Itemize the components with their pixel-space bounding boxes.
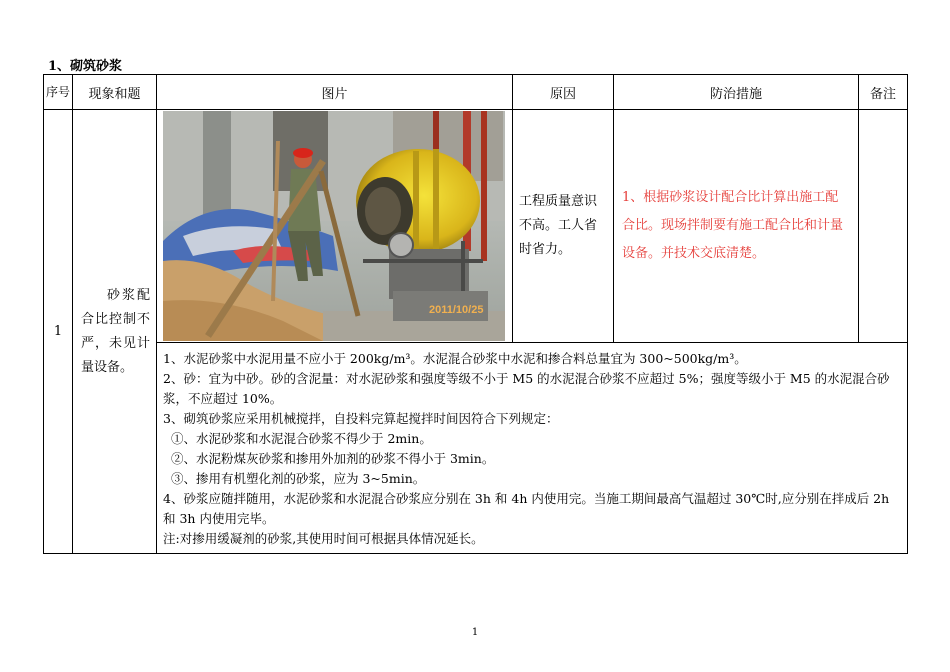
header-photo: 图片: [157, 75, 513, 110]
notes-cell: [157, 343, 908, 554]
row-remarks: [859, 110, 908, 343]
defect-table: [43, 74, 908, 554]
note-1: 1、水泥砂浆中水泥用量不应小于 200kg/m³。水泥混合砂浆中水泥和掺合料总量宜为 300~500kg/m³。: [163, 351, 747, 366]
table-row: [44, 110, 908, 343]
header-remarks: 备注: [859, 75, 908, 110]
note-3b: ②、水泥粉煤灰砂浆和掺用外加剂的砂浆不得小于 3min。: [171, 451, 495, 466]
table-header-row: [44, 75, 908, 110]
note-3c: ③、掺用有机塑化剂的砂浆，应为 3~5min。: [171, 471, 426, 486]
row-phenomenon: [73, 110, 157, 554]
row-photo-cell: [157, 110, 513, 343]
header-phenomenon: 现象和题: [73, 75, 157, 110]
note-remark: 注:对掺用缓凝剂的砂浆,其使用时间可根据具体情况延长。: [163, 531, 484, 546]
note-4: 4、砂浆应随拌随用，水泥砂浆和水泥混合砂浆应分别在 3h 和 4h 内使用完。当施工期间最高气温超过 30℃时,应分别在拌成后 2h 和 3h 内使用完毕。: [163, 491, 890, 526]
construction-photo: [163, 111, 505, 341]
note-3: 3、砌筑砂浆应采用机械搅拌，自投料完算起搅拌时间因符合下列规定：: [163, 411, 559, 426]
phenomenon-text: 砂浆配合比控制不严，未见计量设备。: [81, 287, 150, 375]
row-cause: 工程质量意识不高。工人省时省力。: [513, 110, 614, 343]
row-measures: 1、根据砂浆设计配合比计算出施工配合比。现场拌制要有施工配合比和计量设备。并技术交底清楚。: [614, 110, 859, 343]
header-seq: 序号: [44, 75, 73, 110]
header-cause: 原因: [513, 75, 614, 110]
row-seq: 1: [44, 110, 73, 554]
header-measures: 防治措施: [614, 75, 859, 110]
note-2: 2、砂：宜为中砂。砂的含泥量：对水泥砂浆和强度等级不小于 M5 的水泥混合砂浆不应超过 5%；强度等级小于 M5 的水泥混合砂浆，不应超过 10%。: [163, 371, 890, 406]
note-3a: ①、水泥砂浆和水泥混合砂浆不得少于 2min。: [171, 431, 432, 446]
page-number: 1: [471, 627, 479, 638]
section-title: 1、砌筑砂浆: [48, 59, 123, 74]
photo-timestamp: 2011/10/25: [429, 304, 484, 316]
notes-row: [44, 343, 908, 554]
